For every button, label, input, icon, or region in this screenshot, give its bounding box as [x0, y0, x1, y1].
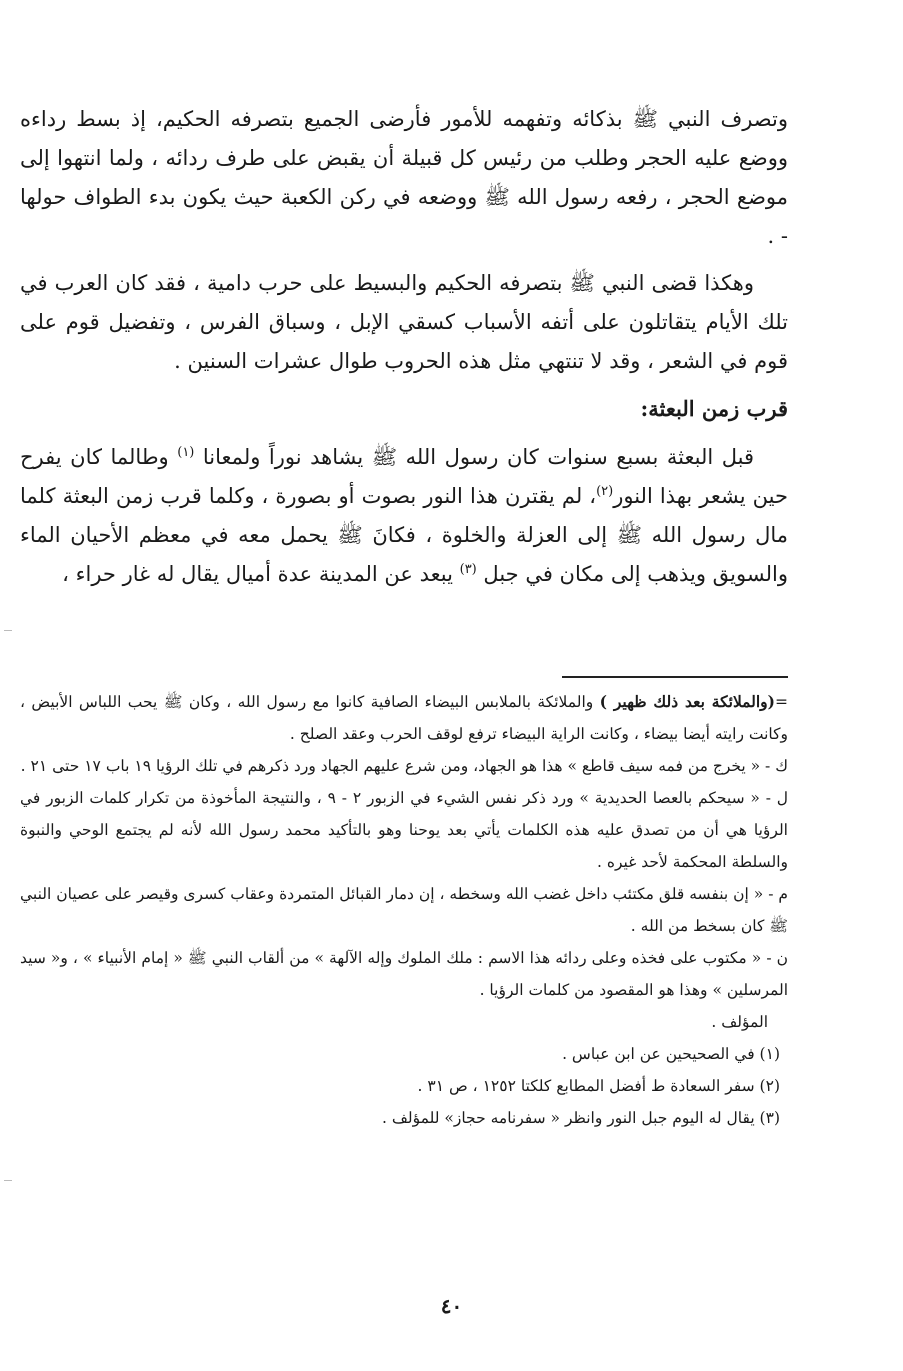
paragraph-part: قبل البعثة بسبع سنوات كان رسول الله ﷺ يشاهد نوراً ولمعانا [194, 445, 754, 469]
footnote-ref-3: (٣) [459, 562, 477, 577]
paragraph-part: ، لم يقترن هذا النور بصوت أو بصورة ، وكلما قرب زمن البعثة كلما مال رسول الله ﷺ إلى العزلة والخلوة ، فكانَ ﷺ يحمل معه في معظم الأحيان الماء والسويق ويذهب إلى مكان في جبل [20, 484, 788, 586]
note-nun: ن - « مكتوب على فخذه وعلى ردائه هذا الاسم : ملك الملوك وإله الآلهة » من ألقاب النبي ﷺ « إمام الأنبياء » ، و« سيد المرسلين » وهذا هو المقصود من كلمات الرؤيا . [20, 949, 788, 999]
footnote-ref-2: (٢) [596, 484, 614, 499]
note-text: والملائكة بالملابس البيضاء الصافية كانوا مع رسول الله ، وكان ﷺ يحب اللباس الأبيض ، وكانت رايته أيضا بيضاء ، وكانت الراية البيضاء ترفع لوقف الحرب وعقد الصلح . [20, 693, 788, 743]
footnote-ref-1: (١) [177, 445, 195, 460]
author-signature: المؤلف . [711, 1013, 768, 1031]
footnote-1: (١) في الصحيحين عن ابن عباس . [562, 1045, 780, 1063]
margin-mark [4, 630, 12, 631]
note-prefix: = [775, 693, 788, 711]
paragraph-kaaba-stone: وتصرف النبي ﷺ بذكائه وتفهمه للأمور فأرضى الجميع بتصرفه الحكيم، إذ بسط رداءه ووضع عليه الحجر وطلب من رئيس كل قبيلة أن يقبض على طرف ردائه ، ولما انتهوا إلى موضع الحجر ، رفعه رسول الله ﷺ ووضعه في ركن الكعبة حيث يكون بدء الطواف حولها - . [20, 107, 788, 248]
note-lam: ل - « سيحكم بالعصا الحديدية » ورد ذكر نفس الشيء في الزبور ٢ - ٩ ، والنتيجة المأخوذة من تكرار كلمات الزبور في الرؤيا هي أن من تصدق عليه هذه الكلمات يأتي بعد يوحنا وهو بالتأكيد محمد رسول الله لأنه لم يجتمع الوحي والنبوة والسلطة المحكمة لأحد غيره . [20, 789, 789, 871]
continued-note [20, 686, 788, 750]
paragraph-before-mission [20, 438, 788, 594]
margin-mark [4, 1180, 12, 1181]
note-mim: م - « إن بنفسه قلق مكتئب داخل غضب الله وسخطه ، إن دمار القبائل المتمردة وعقاب كسرى وقيصر على عصيان النبي ﷺ كان بسخط من الله . [20, 885, 788, 935]
page-number: ٤٠ [440, 1294, 463, 1318]
paragraph-part: وطالما كان يفرح حين يشعر بهذا النور [20, 445, 788, 508]
footnote-3: (٣) يقال له اليوم جبل النور وانظر « سفرنامه حجاز» للمؤلف . [382, 1109, 780, 1127]
footnote-separator [562, 676, 788, 678]
paragraph-wise-decision: وهكذا قضى النبي ﷺ بتصرفه الحكيم والبسيط على حرب دامية ، فقد كان العرب في تلك الأيام يتقاتلون على أتفه الأسباب كسقي الإبل ، وسباق الفرس ، وتفضيل قوم على قوم في الشعر ، وقد لا تنتهي مثل هذه الحروب طوال عشرات السنين . [20, 271, 788, 373]
note-kaf: ك - « يخرج من فمه سيف قاطع » هذا هو الجهاد، ومن شرع عليهم الجهاد ورد ذكرهم في تلك الرؤيا ١٩ باب ١٧ حتى ٢١ . [20, 757, 788, 775]
paragraph-part: يبعد عن المدينة عدة أميال يقال له غار حراء ، [62, 562, 460, 586]
footnote-2: (٢) سفر السعادة ط أفضل المطابع كلكتا ١٢٥٢ ، ص ٣١ . [417, 1077, 780, 1095]
main-body-text [20, 100, 788, 602]
section-heading: قرب زمن البعثة: [640, 396, 788, 421]
note-quote: (والملائكة بعد ذلك ظهير ) [599, 692, 775, 711]
footnotes-area [20, 686, 788, 1134]
